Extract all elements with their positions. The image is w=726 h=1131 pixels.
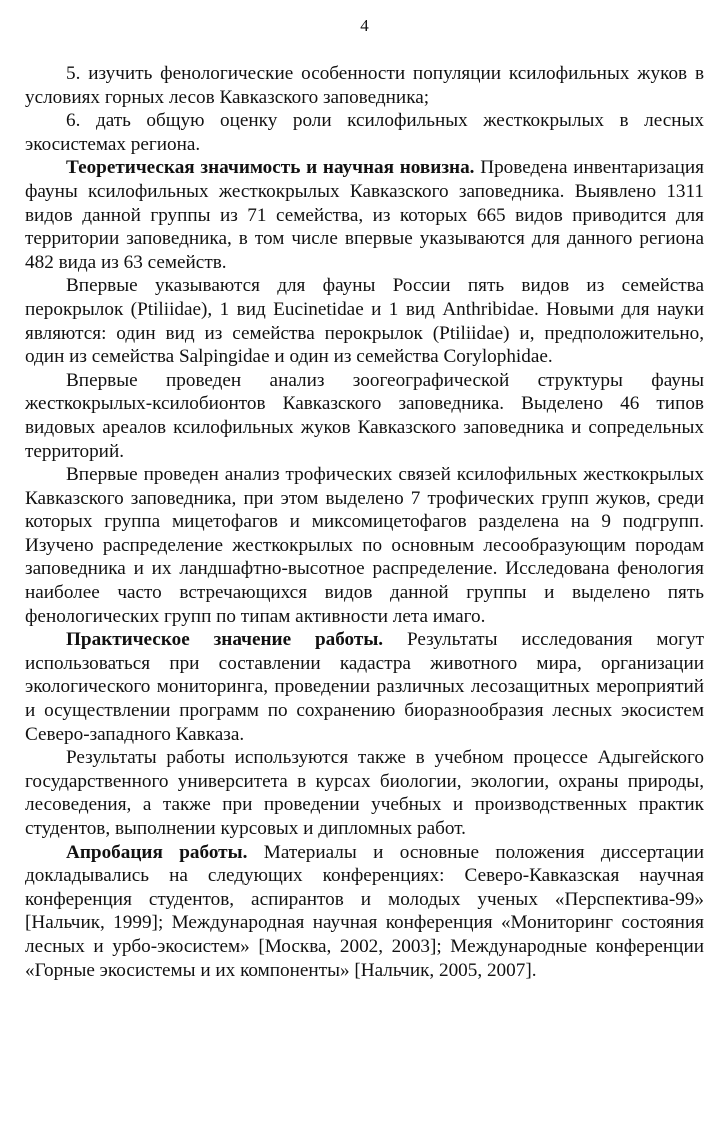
practical-significance-paragraph <box>25 628 704 746</box>
list-item-marker: 6. <box>66 110 81 132</box>
approbation-heading: Апробация работы. <box>66 841 248 863</box>
paragraph-text: Материалы и основные положения диссертации докладывались на следующих конференциях: Северо-Кавказская научная конференция студентов, аспирантов и молодых ученых «Перспектива-99» [Нальчик, 1999]; Международная научная конференция «Мониторинг состояния лесных и урбо-экосистем» [Москва, 2002, 2003]; Международные конференции «Горные экосистемы и их компоненты» [Нальчик, 2005, 2007]. <box>25 841 704 981</box>
list-item-6 <box>25 109 704 156</box>
zoogeography-paragraph: Впервые проведен анализ зоогеографической структуры фауны жесткокрылых-ксилобионтов Кавказского заповедника. Выделено 46 типов видовых ареалов ксилофильных жуков Кавказского заповедника и сопредельных территорий. <box>25 369 704 462</box>
list-item-marker: 5. <box>66 63 81 84</box>
trophic-paragraph: Впервые проведен анализ трофических связей ксилофильных жесткокрылых Кавказского заповедника, при этом выделено 7 трофических групп жуков, среди которых группа мицетофагов и миксомицетофагов разделена на 9 подгрупп. Изучено распределение жесткокрылых по основным лесообразующим породам заповедника и их ландшафтно-высотное распределение. Исследована фенология наиболее часто встречающихся видов данной группы и выделено пять фенологических групп по типам активности лета имаго. <box>25 464 704 627</box>
theoretical-significance-heading: Теоретическая значимость и научная новизна. <box>66 157 475 179</box>
practical-significance-heading: Практическое значение работы. <box>66 629 384 651</box>
paragraph-text: Проведена инвентаризация фауны ксилофильных жесткокрылых Кавказского заповедника. Выявлено 1311 видов данной группы из 71 семейства, из которых 665 видов приводится для территории заповедника, в том числе впервые указываются для данного региона 482 вида из 63 семейств. <box>25 157 704 273</box>
page-number: 4 <box>360 16 369 35</box>
theoretical-significance-paragraph <box>25 156 704 274</box>
list-item-5 <box>25 62 704 109</box>
approbation-paragraph <box>25 841 704 983</box>
paragraph-text: Результаты исследования могут использоваться при составлении кадастра животного мира, организации экологического мониторинга, проведении различных лесозащитных мероприятий и осуществлении программ по сохранению биоразнообразия лесных экосистем Северо-западного Кавказа. <box>25 629 704 745</box>
results-usage-paragraph: Результаты работы используются также в учебном процессе Адыгейского государственного университета в курсах биологии, экологии, охраны природы, лесоведения, а также при проведении учебных и производственных практик студентов, выполнении курсовых и дипломных работ. <box>25 747 704 839</box>
new-species-paragraph: Впервые указываются для фауны России пять видов из семейства перокрылок (Ptiliidae), 1 вид Eucinetidae и 1 вид Anthribidae. Новыми для науки являются: один вид из семейства перокрылок (Ptiliidae) и, предположительно, один из семейства Salpingidae и один из семейства Corylophidae. <box>25 275 704 368</box>
list-item-text: изучить фенологические особенности популяции ксилофильных жуков в условиях горных лесов Кавказского заповедника; <box>25 63 705 108</box>
list-item-text: дать общую оценку роли ксилофильных жесткокрылых в лесных экосистемах региона. <box>25 110 704 155</box>
